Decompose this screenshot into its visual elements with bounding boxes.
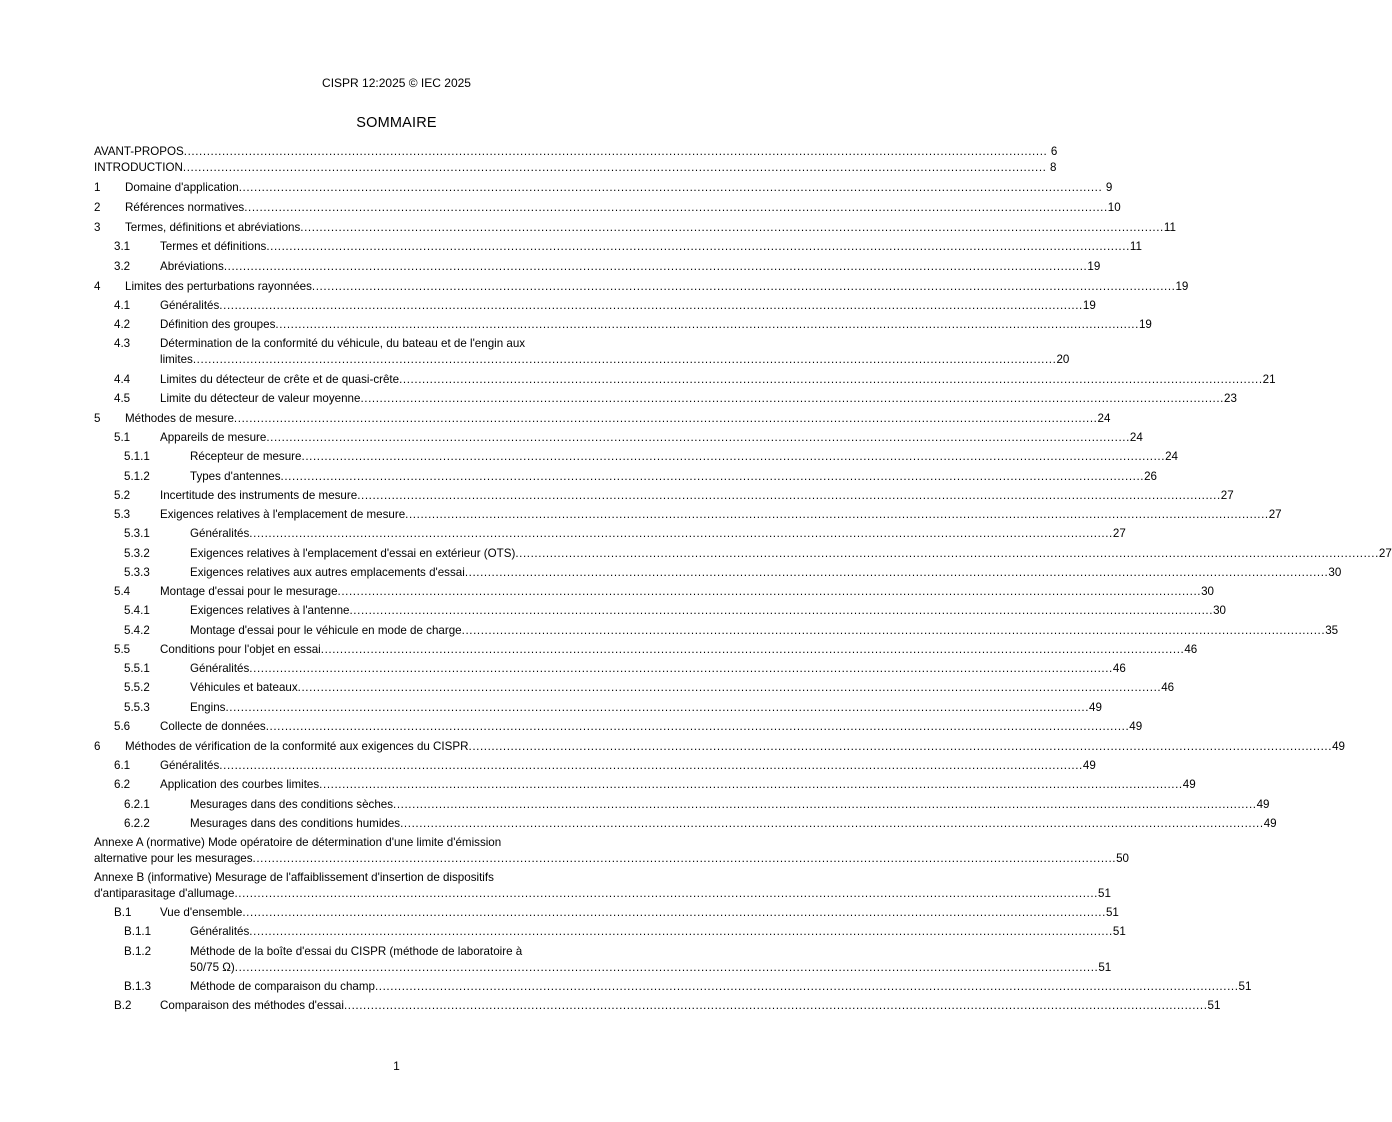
- toc-entry-number: 6.2: [114, 778, 131, 792]
- toc-entry-page: 46: [1112, 662, 1126, 675]
- toc-entry-title: d'antiparasitage d'allumage: [94, 886, 235, 900]
- toc-entry-title: Limites des perturbations rayonnées: [125, 279, 312, 293]
- toc-entry-number: 4.4: [114, 372, 131, 386]
- dot-leader: [275, 317, 1139, 333]
- toc-entry[interactable]: [94, 336, 1070, 368]
- toc-entry[interactable]: [94, 430, 1143, 446]
- toc-entry-title: Montage d'essai pour le mesurage: [160, 585, 338, 598]
- toc-entry-number: 3.1: [114, 240, 131, 254]
- toc-entry[interactable]: [94, 526, 1126, 542]
- toc-entry-title: Exigences relatives à l'emplacement d'essai en extérieur (OTS): [190, 546, 516, 560]
- toc-entry-number: 6.1: [114, 759, 131, 772]
- toc-entry-number: B.1.2: [124, 944, 152, 958]
- toc-entry-number: 3.2: [114, 259, 131, 273]
- dot-leader: [357, 488, 1221, 504]
- toc-entry[interactable]: [94, 905, 1119, 921]
- toc-entry[interactable]: [94, 411, 1111, 427]
- toc-entry[interactable]: [94, 180, 1113, 196]
- toc-entry-page: 24: [1129, 431, 1143, 444]
- toc-entry-title: Généralités: [190, 527, 250, 541]
- toc-entry-page: 49: [1263, 816, 1277, 830]
- toc-entry[interactable]: [94, 317, 1152, 333]
- toc-entry[interactable]: [94, 924, 1126, 940]
- toc-entry[interactable]: [94, 758, 1096, 774]
- toc-entry-page: 23: [1224, 391, 1237, 405]
- toc-entry-title: limites: [160, 353, 193, 367]
- toc-entry-page: 27: [1268, 508, 1282, 521]
- toc-entry-title: Mesurages dans des conditions sèches: [190, 797, 394, 811]
- dot-leader: [234, 411, 1098, 427]
- dot-leader: [244, 200, 1108, 216]
- document-header: CISPR 12:2025 © IEC 2025: [322, 76, 471, 90]
- toc-entry[interactable]: [94, 160, 1057, 176]
- toc-entry-number: 5.4: [114, 585, 131, 598]
- toc-entry-page: 6: [1050, 145, 1058, 158]
- dot-leader: [338, 584, 1202, 600]
- toc-entry-number: 5.2: [114, 488, 131, 502]
- toc-entry-page: 51: [1207, 999, 1221, 1012]
- dot-leader: [266, 430, 1130, 446]
- toc-entry-number: 4.1: [114, 298, 131, 312]
- dot-leader: [360, 391, 1224, 407]
- toc-entry-page: 27: [1112, 527, 1126, 541]
- dot-leader: [344, 998, 1208, 1014]
- toc-entry-title: Méthodes de mesure: [125, 411, 234, 425]
- dot-leader: [249, 526, 1113, 542]
- toc-entry[interactable]: [94, 816, 1277, 832]
- toc-entry-title: Domaine d'application: [125, 181, 239, 194]
- toc-entry-number: B.2: [114, 999, 132, 1012]
- dot-leader: [405, 507, 1269, 523]
- dot-leader: [225, 700, 1089, 716]
- toc-entry-number: 5.5.1: [124, 662, 150, 675]
- toc-entry-page: 30: [1213, 604, 1226, 618]
- toc-entry[interactable]: [94, 144, 1058, 160]
- toc-entry-page: 46: [1184, 642, 1198, 656]
- page-title: SOMMAIRE: [356, 115, 437, 131]
- toc-entry-page: 49: [1256, 797, 1270, 811]
- toc-entry[interactable]: [94, 835, 1130, 867]
- toc-entry-title: Méthodes de vérification de la conformité aux exigences du CISPR: [125, 739, 469, 753]
- toc-entry-page: 20: [1056, 353, 1070, 367]
- toc-entry-number: B.1.3: [124, 979, 152, 993]
- toc-entry-number: 5.5.3: [124, 700, 150, 714]
- dot-leader: [281, 469, 1145, 485]
- dot-leader: [400, 816, 1264, 832]
- dot-leader: [234, 886, 1098, 902]
- toc-entry-page: 49: [1332, 739, 1345, 753]
- toc-entry-page: 46: [1161, 681, 1175, 695]
- toc-entry-title: 50/75 Ω): [190, 960, 235, 974]
- toc-entry[interactable]: [94, 488, 1234, 504]
- toc-entry-number: 5.4.2: [124, 623, 150, 637]
- toc-entry-page: 51: [1112, 925, 1126, 939]
- toc-entry[interactable]: [94, 449, 1178, 465]
- dot-leader: [253, 851, 1117, 867]
- toc-entry-page: 19: [1082, 298, 1096, 312]
- toc-entry-number: 6.2.1: [124, 797, 150, 811]
- toc-entry-page: 49: [1182, 778, 1196, 792]
- toc-entry-page: 11: [1163, 221, 1176, 234]
- toc-entry-title: Généralités: [160, 298, 220, 312]
- dot-leader: [224, 259, 1088, 275]
- toc-entry-title: Incertitude des instruments de mesure: [160, 488, 358, 502]
- toc-entry-title: Exigences relatives à l'antenne: [190, 604, 350, 618]
- dot-leader: [184, 144, 1048, 160]
- toc-entry-page: 50: [1116, 851, 1130, 865]
- toc-entry[interactable]: [94, 642, 1198, 658]
- toc-entry-title: Généralités: [190, 925, 250, 939]
- toc-entry-title: Abréviations: [160, 259, 224, 273]
- toc-entry-number: 4.2: [114, 318, 131, 331]
- toc-entry-title: Références normatives: [125, 201, 245, 214]
- toc-entry-number: 5.5.2: [124, 681, 150, 695]
- toc-entry-number: 6: [94, 739, 101, 753]
- toc-entry-number: 4.3: [114, 337, 131, 351]
- toc-entry-title: Définition des groupes: [160, 318, 276, 331]
- toc-entry-page: 24: [1097, 411, 1111, 425]
- toc-entry-page: 51: [1105, 906, 1119, 919]
- toc-entry-page: 21: [1262, 372, 1276, 386]
- toc-entry[interactable]: [94, 623, 1339, 639]
- toc-entry-title: Méthode de comparaison du champ: [190, 979, 375, 993]
- toc-entry-page: 10: [1107, 201, 1121, 214]
- toc-entry-page: 11: [1129, 240, 1142, 254]
- toc-entry-page: 51: [1098, 960, 1112, 974]
- dot-leader: [219, 758, 1083, 774]
- dot-leader: [469, 739, 1333, 755]
- toc-entry-number: 5.6: [114, 719, 131, 733]
- toc-entry-number: 3: [94, 221, 101, 234]
- toc-entry-number: 4: [94, 279, 101, 293]
- table-of-contents: [94, 144, 1392, 1014]
- toc-entry[interactable]: [94, 200, 1121, 216]
- toc-entry[interactable]: [94, 469, 1158, 485]
- toc-entry-page: 19: [1087, 259, 1101, 273]
- toc-entry[interactable]: [94, 239, 1142, 255]
- toc-entry[interactable]: [94, 584, 1214, 600]
- toc-entry-number: 5.1.2: [124, 469, 150, 483]
- toc-entry-number: 5.4.1: [124, 604, 150, 618]
- toc-entry-title: Vue d'ensemble: [160, 906, 243, 919]
- toc-entry-number: 1: [94, 181, 101, 194]
- dot-leader: [266, 239, 1130, 255]
- dot-leader: [249, 661, 1113, 677]
- toc-entry-number: B.1: [114, 906, 132, 919]
- toc-entry-number: 5.1.1: [124, 450, 150, 464]
- toc-entry-title-line1: Méthode de la boîte d'essai du CISPR (méthode de laboratoire à: [190, 944, 523, 958]
- dot-leader: [349, 603, 1213, 619]
- toc-entry-title: Termes et définitions: [160, 240, 267, 254]
- dot-leader: [235, 960, 1099, 976]
- toc-entry-title: Application des courbes limites: [160, 778, 320, 792]
- dot-leader: [239, 180, 1103, 196]
- toc-entry[interactable]: [94, 372, 1276, 388]
- dot-leader: [242, 905, 1106, 921]
- dot-leader: [300, 220, 1164, 236]
- toc-entry-title: Limites du détecteur de crête et de quasi-crête: [160, 372, 400, 386]
- dot-leader: [249, 924, 1113, 940]
- dot-leader: [312, 279, 1176, 295]
- toc-entry-page: 24: [1165, 450, 1178, 464]
- toc-entry[interactable]: [94, 797, 1270, 813]
- toc-entry[interactable]: [94, 870, 1111, 902]
- toc-entry[interactable]: [94, 603, 1226, 619]
- toc-entry[interactable]: [94, 680, 1175, 696]
- dot-leader: [375, 979, 1239, 995]
- toc-entry[interactable]: [94, 979, 1252, 995]
- toc-entry[interactable]: [94, 777, 1196, 793]
- toc-entry-number: 5.5: [114, 642, 131, 656]
- dot-leader: [298, 680, 1162, 696]
- toc-entry-page: 26: [1144, 469, 1158, 483]
- dot-leader: [193, 352, 1057, 368]
- toc-entry[interactable]: [94, 546, 1392, 562]
- toc-entry-number: 5.1: [114, 431, 131, 444]
- toc-entry-title: Généralités: [160, 759, 220, 772]
- toc-entry-title: Types d'antennes: [190, 469, 281, 483]
- toc-entry-title-line1: Annexe A (normative) Mode opératoire de détermination d'une limite d'émission: [94, 835, 502, 849]
- dot-leader: [399, 372, 1263, 388]
- toc-entry-number: 2: [94, 201, 101, 214]
- toc-entry-page: 51: [1238, 979, 1252, 993]
- dot-leader: [319, 777, 1183, 793]
- toc-entry-title: AVANT-PROPOS: [94, 145, 184, 158]
- toc-entry-number: B.1.1: [124, 925, 152, 939]
- toc-entry-page: 9: [1105, 181, 1113, 194]
- toc-entry-page: 49: [1082, 759, 1096, 772]
- dot-leader: [393, 797, 1257, 813]
- toc-entry[interactable]: [94, 739, 1345, 755]
- toc-entry[interactable]: [94, 998, 1221, 1014]
- toc-entry[interactable]: [94, 298, 1096, 314]
- toc-entry-page: 51: [1098, 886, 1111, 900]
- toc-entry-number: 5.3.3: [124, 565, 150, 579]
- toc-entry-title: Collecte de données: [160, 719, 266, 733]
- toc-entry[interactable]: [94, 507, 1282, 523]
- toc-entry-page: 49: [1129, 719, 1143, 733]
- toc-entry-title: Véhicules et bateaux: [190, 681, 298, 695]
- dot-leader: [321, 642, 1185, 658]
- toc-entry[interactable]: [94, 700, 1102, 716]
- toc-entry-number: 5.3.2: [124, 546, 150, 560]
- toc-entry-page: 19: [1175, 279, 1189, 293]
- toc-entry-page: 30: [1201, 585, 1214, 598]
- toc-entry-title: Récepteur de mesure: [190, 450, 302, 464]
- dot-leader: [515, 546, 1379, 562]
- toc-entry-number: 6.2.2: [124, 816, 150, 830]
- toc-entry-title: Appareils de mesure: [160, 431, 267, 444]
- toc-entry-page: 8: [1050, 161, 1057, 174]
- toc-entry-page: 27: [1378, 546, 1392, 560]
- toc-entry-number: 4.5: [114, 391, 131, 405]
- dot-leader: [302, 449, 1166, 465]
- toc-entry-title: Engins: [190, 700, 226, 714]
- toc-entry-title: alternative pour les mesurages: [94, 851, 253, 865]
- toc-entry-title: Limite du détecteur de valeur moyenne: [160, 391, 361, 405]
- dot-leader: [465, 565, 1329, 581]
- toc-entry-number: 5.3.1: [124, 527, 150, 541]
- page-number: 1: [393, 1059, 400, 1073]
- toc-entry-number: 5.3: [114, 508, 131, 521]
- toc-entry-title: Exigences relatives aux autres emplacements d'essai: [190, 565, 465, 579]
- toc-entry-page: 30: [1328, 565, 1342, 579]
- dot-leader: [219, 298, 1083, 314]
- toc-entry[interactable]: [94, 279, 1189, 295]
- toc-entry-page: 49: [1089, 700, 1102, 714]
- toc-entry-title: Généralités: [190, 662, 250, 675]
- toc-entry-page: 19: [1138, 318, 1152, 331]
- dot-leader: [183, 160, 1047, 176]
- toc-entry-title: Mesurages dans des conditions humides: [190, 816, 401, 830]
- toc-entry-title: INTRODUCTION: [94, 161, 183, 174]
- dot-leader: [462, 623, 1326, 639]
- toc-entry-number: 5: [94, 411, 101, 425]
- toc-entry-title: Exigences relatives à l'emplacement de mesure: [160, 508, 406, 521]
- toc-entry[interactable]: [94, 565, 1342, 581]
- toc-entry[interactable]: [94, 719, 1143, 735]
- toc-entry-page: 27: [1220, 488, 1234, 502]
- toc-entry[interactable]: [94, 220, 1176, 236]
- toc-entry-title-line1: Annexe B (informative) Mesurage de l'affaiblissement d'insertion de dispositifs: [94, 870, 494, 884]
- toc-entry[interactable]: [94, 259, 1101, 275]
- toc-entry-title: Comparaison des méthodes d'essai: [160, 999, 344, 1012]
- toc-entry[interactable]: [94, 391, 1237, 407]
- toc-entry-title: Montage d'essai pour le véhicule en mode de charge: [190, 623, 462, 637]
- toc-entry[interactable]: [94, 661, 1126, 677]
- toc-entry[interactable]: [94, 944, 1112, 976]
- toc-entry-title: Termes, définitions et abréviations: [125, 221, 301, 234]
- toc-entry-page: 35: [1325, 623, 1339, 637]
- toc-entry-title-line1: Détermination de la conformité du véhicule, du bateau et de l'engin aux: [160, 337, 526, 351]
- toc-entry-title: Conditions pour l'objet en essai: [160, 642, 321, 656]
- dot-leader: [266, 719, 1130, 735]
